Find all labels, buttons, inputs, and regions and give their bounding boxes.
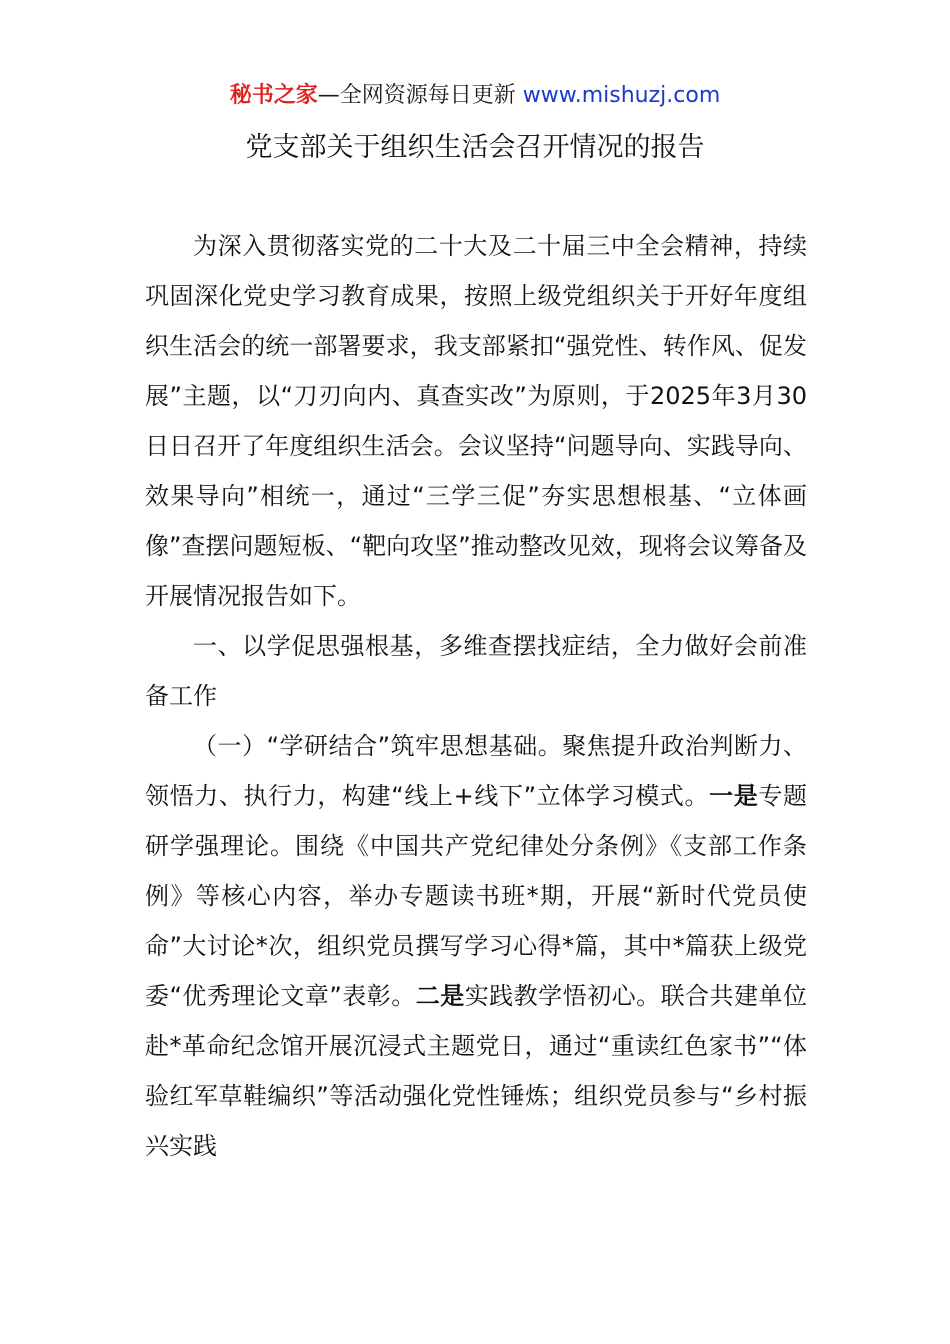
brand-name: 秘书之家 [229, 83, 318, 108]
subsection-text-a: （一）“学研结合”筑牢思想基础。聚焦提升政治判断力、领悟力、执行力，构建“线上+线下”立体学习模式。 [145, 732, 807, 810]
intro-paragraph: 为深入贯彻落实党的二十大及二十届三中全会精神，持续巩固深化党史学习教育成果，按照上级党组织关于开好年度组织生活会的统一部署要求，我支部紧扣“强党性、转作风、促发展”主题，以“刀刃向内、真查实改”为原则，于2025年3月30日日召开了年度组织生活会。会议坚持“问题导向、实践导向、效果导向”相统一，通过“三学三促”夯实思想根基、“立体画像”查摆问题短板、“靶向攻坚”推动整改见效，现将会议筹备及开展情况报告如下。 [145, 232, 807, 610]
subsection-text-c: 实践教学悟初心。联合共建单位赴*革命纪念馆开展沉浸式主题党日，通过“重读红色家书”“体验红军草鞋编织”等活动强化党性锤炼；组织党员参与“乡村振兴实践 [145, 982, 808, 1160]
header-tagline: —全网资源每日更新 [317, 83, 516, 108]
document-title: 党支部关于组织生活会召开情况的报告 [245, 132, 705, 163]
bold-marker-first: 一是 [709, 782, 759, 810]
site-header [0, 80, 950, 112]
site-url-link[interactable]: www.mishuzj.com [522, 83, 721, 108]
subsection-text-b: 专题研学强理论。围绕《中国共产党纪律处分条例》《支部工作条例》等核心内容，举办专题读书班*期，开展“新时代党员使命”大讨论*次，组织党员撰写学习心得*篇，其中*篇获上级党委“优秀理论文章”表彰。 [145, 782, 808, 1010]
subsection-paragraph-1 [145, 721, 807, 1171]
document-body [145, 221, 807, 1171]
section-heading-1: 一、以学促思强根基，多维查摆找症结，全力做好会前准备工作 [145, 632, 807, 710]
bold-marker-second: 二是 [415, 982, 465, 1010]
